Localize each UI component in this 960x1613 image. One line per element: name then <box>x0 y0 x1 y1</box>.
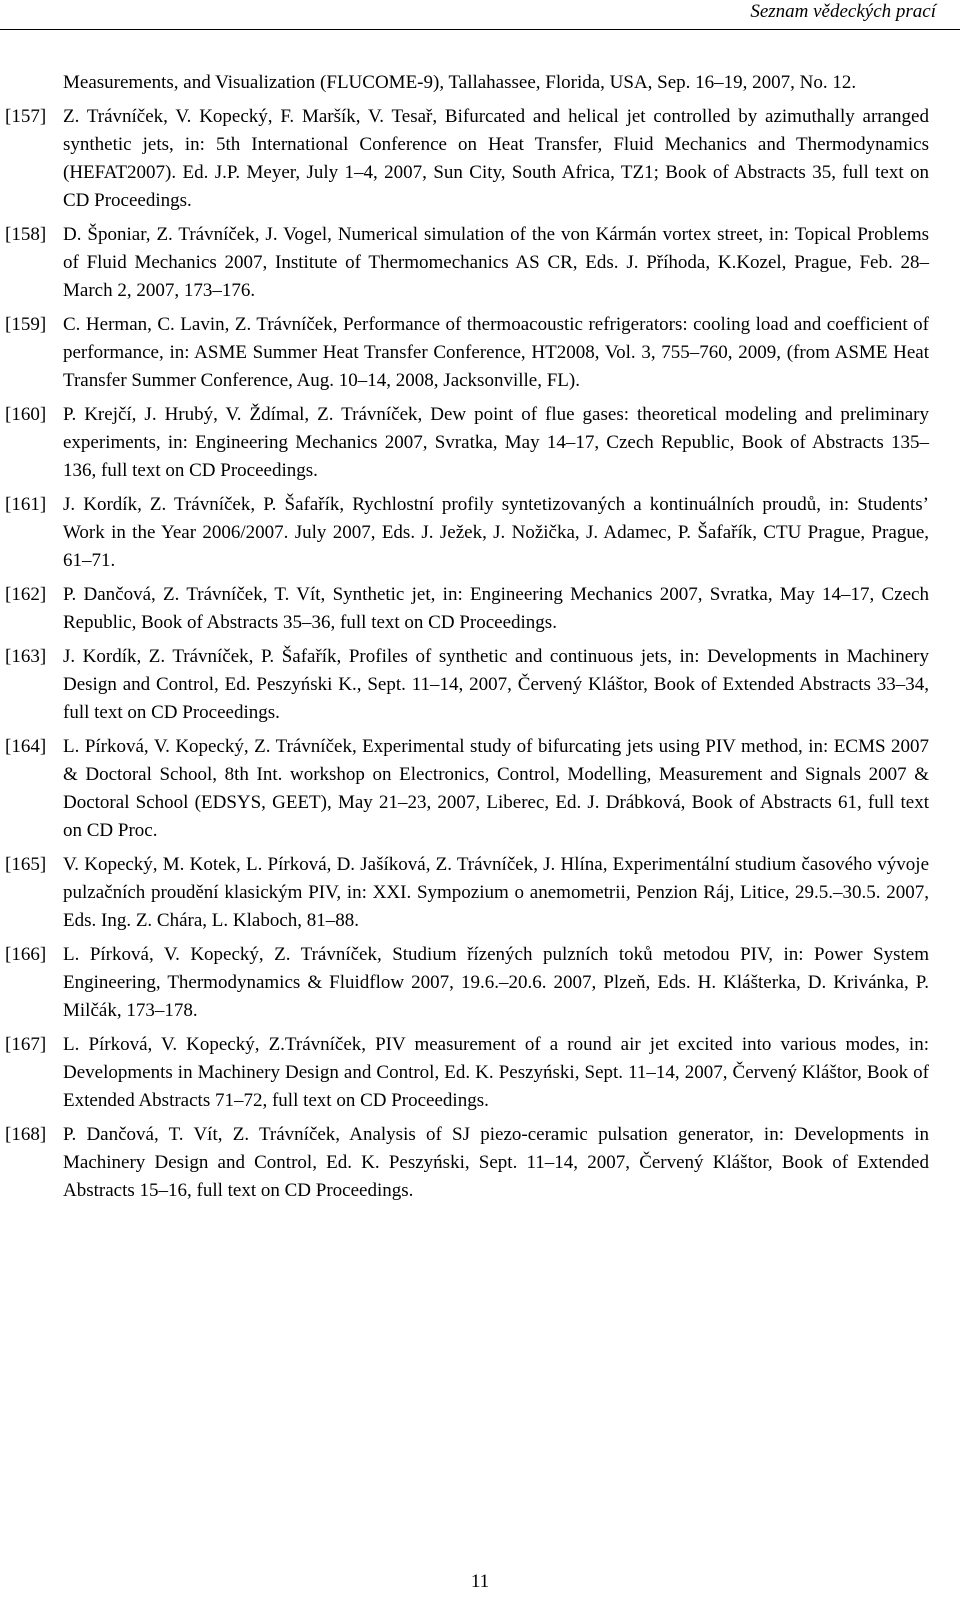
reference-item <box>5 1121 929 1205</box>
reference-text: J. Kordík, Z. Trávníček, P. Šafařík, Profiles of synthetic and continuous jets, in: Developments in Machinery Design and Control, Ed. Peszyński K., Sept. 11–14, 2007, Červený Kláštor, Book of Extended Abstracts 33–34, full text on CD Proceedings. <box>63 646 929 723</box>
reference-text: P. Krejčí, J. Hrubý, V. Ždímal, Z. Trávníček, Dew point of flue gases: theoretical modeling and preliminary experiments, in: Engineering Mechanics 2007, Svratka, May 14–17, Czech Republic, Book of Abstracts 135–136, full text on CD Proceedings. <box>63 404 929 481</box>
running-header-title: Seznam vědeckých prací <box>750 1 936 22</box>
reference-text: P. Dančová, T. Vít, Z. Trávníček, Analysis of SJ piezo-ceramic pulsation generator, in: Developments in Machinery Design and Control, Ed. K. Peszyński, Sept. 11–14, 2007, Červený Kláštor, Book of Extended Abstracts 15–16, full text on CD Proceedings. <box>63 1124 929 1201</box>
reference-number: [159] <box>5 314 47 335</box>
reference-text: L. Pírková, V. Kopecký, Z.Trávníček, PIV measurement of a round air jet excited into various modes, in: Developments in Machinery Design and Control, Ed. K. Peszyński, Sept. 11–14, 2007, Červený Kláštor, Book of Extended Abstracts 71–72, full text on CD Proceedings. <box>63 1034 929 1111</box>
reference-item <box>5 401 929 485</box>
reference-item <box>5 643 929 727</box>
reference-item <box>5 733 929 845</box>
reference-number: [160] <box>5 404 47 425</box>
reference-text: J. Kordík, Z. Trávníček, P. Šafařík, Rychlostní profily syntetizovaných a kontinuálních proudů, in: Students’ Work in the Year 2006/2007. July 2007, Eds. J. Ježek, J. Nožička, J. Adamec, P. Šafařík, CTU Prague, Prague, 61–71. <box>63 494 929 571</box>
reference-number: [164] <box>5 736 47 757</box>
reference-item <box>5 941 929 1025</box>
reference-number: [168] <box>5 1124 47 1145</box>
reference-number: [158] <box>5 224 47 245</box>
reference-text: C. Herman, C. Lavin, Z. Trávníček, Performance of thermoacoustic refrigerators: cooling load and coefficient of performance, in: ASME Summer Heat Transfer Conference, HT2008, Vol. 3, 755–760, 2009, (from ASME Heat Transfer Summer Conference, Aug. 10–14, 2008, Jacksonville, FL). <box>63 314 929 391</box>
reference-item <box>5 851 929 935</box>
reference-item <box>5 311 929 395</box>
reference-number: [161] <box>5 494 47 515</box>
reference-text: V. Kopecký, M. Kotek, L. Pírková, D. Jašíková, Z. Trávníček, J. Hlína, Experimentální studium časového vývoje pulzačních proudění klasickým PIV, in: XXI. Sympozium o anemometrii, Penzion Ráj, Litice, 29.5.–30.5. 2007, Eds. Ing. Z. Chára, L. Klaboch, 81–88. <box>63 854 929 931</box>
reference-item <box>5 103 929 215</box>
reference-list <box>5 69 929 1211</box>
reference-number: [167] <box>5 1034 47 1055</box>
header-rule <box>0 29 960 30</box>
reference-number: [165] <box>5 854 47 875</box>
reference-text: L. Pírková, V. Kopecký, Z. Trávníček, Experimental study of bifurcating jets using PIV method, in: ECMS 2007 & Doctoral School, 8th Int. workshop on Electronics, Control, Modelling, Measurement and Signals 2007 & Doctoral School (EDSYS, GEET), May 21–23, 2007, Liberec, Ed. J. Drábková, Book of Abstracts 61, full text on CD Proc. <box>63 736 929 841</box>
reference-number: [162] <box>5 584 47 605</box>
reference-text: Z. Trávníček, V. Kopecký, F. Maršík, V. Tesař, Bifurcated and helical jet controlled by azimuthally arranged synthetic jets, in: 5th International Conference on Heat Transfer, Fluid Mechanics and Thermodynamics (HEFAT2007). Ed. J.P. Meyer, July 1–4, 2007, Sun City, South Africa, TZ1; Book of Abstracts 35, full text on CD Proceedings. <box>63 106 929 211</box>
reference-text: P. Dančová, Z. Trávníček, T. Vít, Synthetic jet, in: Engineering Mechanics 2007, Svratka, May 14–17, Czech Republic, Book of Abstracts 35–36, full text on CD Proceedings. <box>63 584 929 633</box>
page-number: 11 <box>470 1571 490 1592</box>
reference-number: [163] <box>5 646 47 667</box>
reference-text: D. Šponiar, Z. Trávníček, J. Vogel, Numerical simulation of the von Kármán vortex street, in: Topical Problems of Fluid Mechanics 2007, Institute of Thermomechanics AS CR, Eds. J. Příhoda, K.Kozel, Prague, Feb. 28–March 2, 2007, 173–176. <box>63 224 929 301</box>
reference-item <box>5 581 929 637</box>
reference-number: [166] <box>5 944 47 965</box>
reference-text: L. Pírková, V. Kopecký, Z. Trávníček, Studium řízených pulzních toků metodou PIV, in: Power System Engineering, Thermodynamics & Fluidflow 2007, 19.6.–20.6. 2007, Plzeň, Eds. H. Klášterka, D. Krivánka, P. Milčák, 173–178. <box>63 944 929 1021</box>
reference-item <box>5 221 929 305</box>
reference-number: [157] <box>5 106 47 127</box>
continued-reference-text: Measurements, and Visualization (FLUCOME-9), Tallahassee, Florida, USA, Sep. 16–19, 2007, No. 12. <box>63 72 857 93</box>
reference-item <box>5 491 929 575</box>
reference-item <box>5 1031 929 1115</box>
